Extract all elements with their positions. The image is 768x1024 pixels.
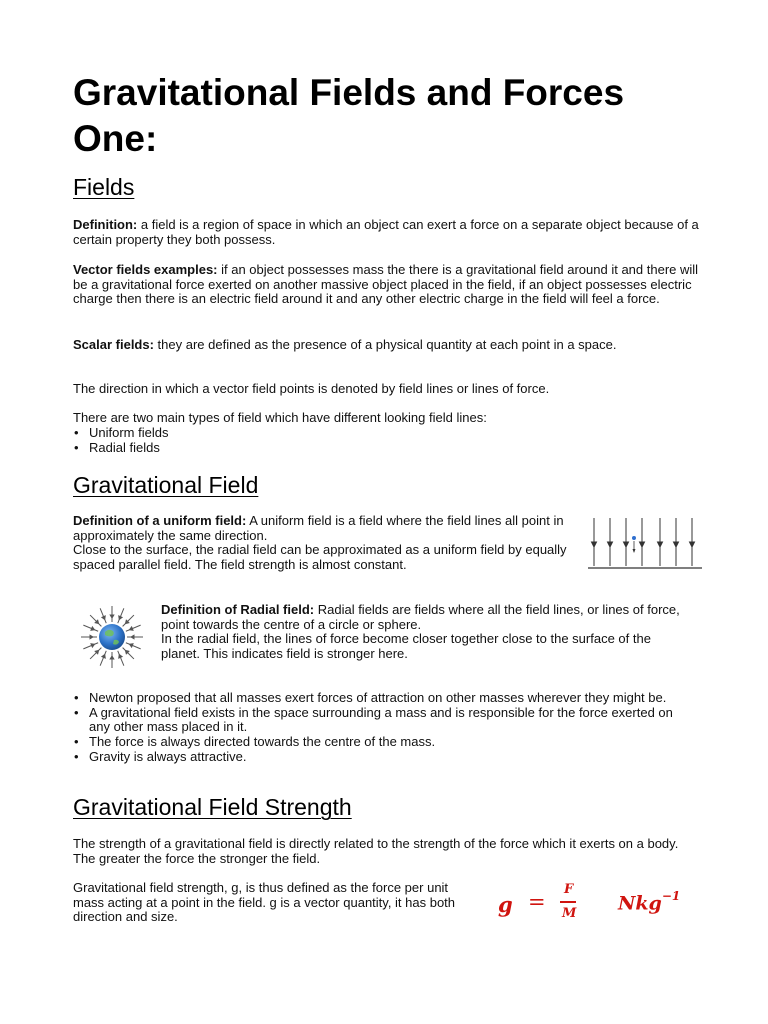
list-item: • Newton proposed that all masses exert forces of attraction on other masses wherever they might be.	[73, 691, 683, 706]
uniform-field-text: A uniform field is a field where the field lines all point in approximately the same direction.	[73, 513, 564, 543]
field-strength-intro: The strength of a gravitational field is directly related to the strength of the force which it exerts on a body. The greater the force the stronger the field.	[73, 836, 679, 866]
field-arrow	[91, 644, 94, 647]
formula-g: g	[498, 892, 513, 917]
fields-heading: Fields	[73, 174, 135, 200]
field-definition-text: a field is a region of space in which an object can exert a force on a separate object because of a certain property they both possess.	[73, 217, 699, 247]
field-definition-label: Definition:	[73, 217, 138, 232]
radial-field-text: Radial fields are fields where all the field lines, or lines of force, point towards the centre of a circle or sphere.	[161, 602, 680, 632]
radial-field-closer-lines: In the radial field, the lines of force become closer together close to the surface of the planet. This indicates field is stronger here.	[161, 631, 651, 662]
radial-field-definition	[161, 603, 691, 662]
uniform-field-approximation: Close to the surface, the radial field can be approximated as a uniform field by equally spaced parallel field. The field strength is almost constant.	[73, 542, 567, 573]
field-definition	[73, 218, 703, 247]
test-mass-icon	[632, 536, 636, 540]
formula-unit-power: −1	[661, 889, 681, 903]
list-item: • Gravity is always attractive.	[73, 750, 683, 765]
scalar-fields-paragraph	[73, 338, 633, 353]
field-arrow	[119, 616, 122, 619]
field-strength-formula	[498, 882, 708, 928]
formula-numerator: F	[564, 882, 574, 897]
field-strength-heading: Gravitational Field Strength	[73, 794, 352, 820]
uniform-field-definition	[73, 514, 568, 573]
field-line	[90, 615, 101, 626]
field-types-intro: There are two main types of field which have different looking field lines:	[73, 410, 487, 425]
radial-field-label: Definition of Radial field:	[161, 602, 315, 617]
field-arrow	[102, 655, 105, 658]
field-arrow	[91, 627, 94, 630]
field-strength-definition: Gravitational field strength, g, is thus defined as the force per unit mass acting at a point in the field. g is a vector quantity, it has both direction and size.	[73, 880, 456, 925]
scalar-fields-text: they are defined as the presence of a physical quantity at each point in a space.	[153, 337, 617, 352]
planet-icon	[99, 624, 125, 650]
scalar-fields-label: Scalar fields:	[73, 337, 154, 352]
list-item: • A gravitational field exists in the space surrounding a mass and is responsible for the force exerted on any other mass placed in it.	[73, 706, 683, 735]
gravitational-field-heading: Gravitational Field	[73, 472, 259, 498]
formula-denominator: M	[562, 906, 577, 921]
gravity-facts-list	[73, 691, 683, 765]
vector-fields-text: if an object possesses mass the there is a gravitational field around it and there will be a gravitational force exerted on another massive object placed in the field, if an object possesses electric charge then there is an electric field around it and any other electric charge in the field will feel a force.	[73, 262, 699, 307]
vector-fields-paragraph	[73, 263, 713, 307]
uniform-field-label: Definition of a uniform field:	[73, 513, 247, 528]
field-arrow	[130, 627, 133, 630]
field-arrow	[90, 635, 93, 639]
uniform-field-diagram	[586, 516, 704, 572]
field-line	[123, 648, 134, 659]
field-arrow	[110, 656, 114, 659]
list-item: • Uniform fields	[73, 426, 473, 441]
field-line	[123, 615, 134, 626]
radial-field-diagram	[78, 604, 146, 670]
field-arrow	[130, 644, 133, 647]
vector-fields-label: Vector fields examples:	[73, 262, 218, 277]
field-arrow	[110, 615, 114, 618]
formula-equals: =	[528, 890, 546, 914]
formula-unit	[618, 891, 680, 914]
field-arrow	[102, 616, 105, 619]
formula-unit-base: Nkg	[618, 892, 662, 915]
list-item: • Radial fields	[73, 441, 473, 456]
field-direction-text: The direction in which a vector field points is denoted by field lines or lines of force.	[73, 381, 550, 396]
field-types-list	[73, 426, 473, 455]
field-arrow	[131, 635, 134, 639]
page-title: Gravitational Fields and Forces One:	[73, 72, 625, 159]
fraction-bar	[560, 901, 576, 903]
field-line	[90, 648, 101, 659]
field-arrow	[119, 655, 122, 658]
list-item: • The force is always directed towards the centre of the mass.	[73, 735, 683, 750]
